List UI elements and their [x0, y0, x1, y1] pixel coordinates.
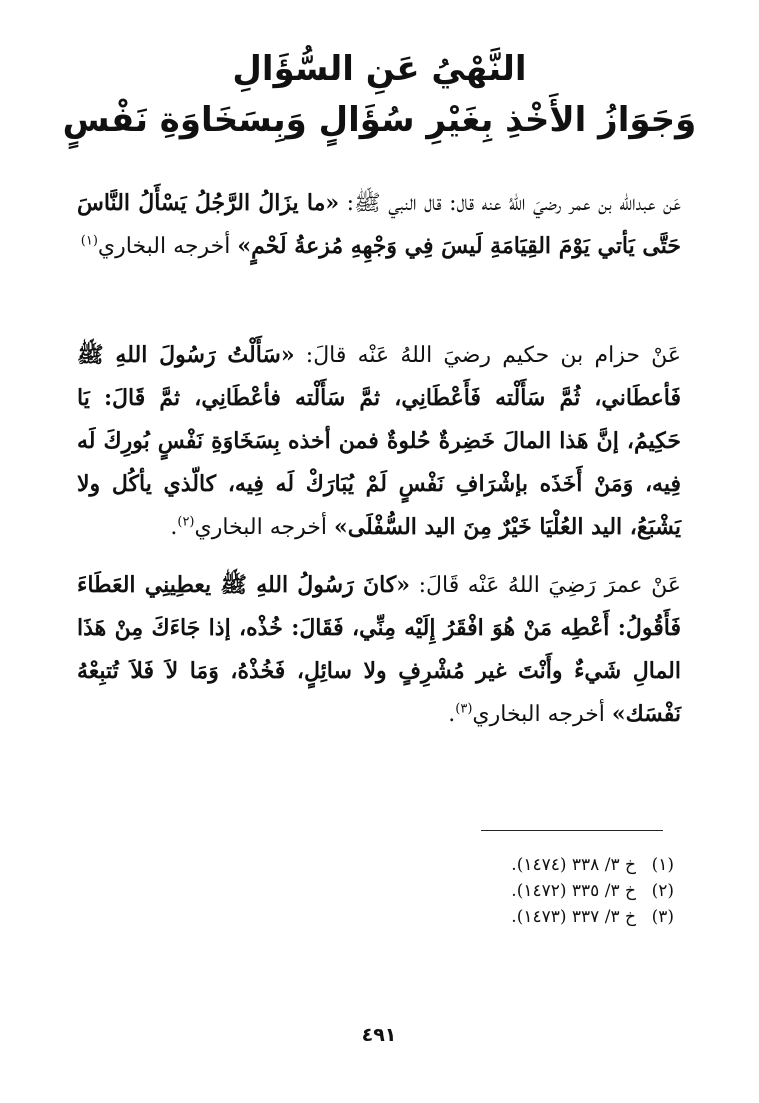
footnote-text: خ ٣/ ٣٣٨ (١٤٧٤). — [511, 855, 636, 875]
footnote-item — [511, 904, 674, 930]
footnote-item — [511, 852, 674, 878]
chapter-title-line-1: النَّهْيُ عَنِ السُّؤَالِ — [232, 49, 527, 89]
footnote-text: خ ٣/ ٣٣٧ (١٤٧٣). — [511, 907, 636, 927]
footnote-ref: (١) — [80, 233, 98, 249]
hadith-source: أخرجه البخاري — [97, 234, 238, 259]
footnote-ref: (٣) — [455, 701, 473, 717]
chapter-title-line-2: وَجَوَازُ الأَخْذِ بِغَيْرِ سُؤَالٍ وَبِسَخَاوَةِ نَفْسٍ — [62, 100, 697, 140]
hadith-paragraph-2 — [77, 334, 681, 549]
hadith-quote: «كانَ رَسُولُ اللهِ ﷺ يعطِينِي العَطَاءَ فَأَقُولُ: أَعْطِه مَنْ هُوَ افْقَرُ إِلَيْه مِنِّي، فَقَالَ: خُذْه، إذا جَاءَكَ مِنْ هَذَا المالِ شَيءٌ وأَنْتَ غير مُشْرِفٍ ولا سائِلٍ، فَخُذْهُ، وَمَا لاَ فَلاَ تُتبِعْهُ نَفْسَك» — [77, 572, 681, 727]
footnote-divider — [481, 830, 663, 831]
hadith-source: أخرجه البخاري — [472, 702, 612, 727]
footnote-item — [511, 878, 674, 904]
footnote-number: (٣) — [651, 907, 674, 927]
hadith-intro: عَن عبدالله بن عمر رضيَ اللهُ عنه قال: قال النبي ﷺ: — [339, 191, 681, 216]
footnote-ref: (٢) — [177, 514, 195, 530]
footnotes — [511, 852, 674, 930]
footnote-number: (١) — [651, 855, 674, 875]
hadith-paragraph-3 — [77, 564, 681, 736]
hadith-quote: «ما يزَالُ الرَّجُلُ يَسْأَلُ النَّاسَ حَتَّى يَأتي يَوْمَ القِيَامَةِ لَيسَ فِي وَجْهِهِ مُزعةُ لَحْمٍ» — [77, 190, 681, 259]
hadith-intro: عَنْ عمرَ رَضِيَ اللهُ عَنْه قَالَ: — [410, 573, 682, 598]
hadith-paragraph-1 — [77, 182, 681, 268]
footnote-number: (٢) — [651, 881, 674, 901]
hadith-source: أخرجه البخاري — [194, 515, 334, 540]
hadith-quote: «سَأَلْتُ رَسُولَ اللهِ ﷺ فَأعطَاني، ثُمَّ سَأَلْته فَأَعْطَانِي، ثمَّ سَأَلْته فأعْطَانِي، ثمَّ قَالَ: يَا حَكِيمُ، إنَّ هَذا المالَ خَضِرةٌ حُلوةٌ فمن أخذه بِسَخَاوَةِ نَفْسٍ بُورِكَ لَه فِيه، وَمَنْ أَخَذَه بإشْرَافِ نَفْسٍ لَمْ يُبَارَكْ لَه فِيه، كالّذي يأكُل ولا يَشْبَعُ، اليد العُلْيَا خَيْرٌ مِنَ اليد السُّفْلَى» — [77, 342, 681, 540]
page-number: ٤٩١ — [361, 1024, 397, 1046]
hadith-intro: عَنْ حزام بن حكيم رضيَ اللهُ عَنْه قالَ: — [294, 343, 682, 368]
hadith-end: . — [170, 515, 178, 540]
footnote-text: خ ٣/ ٣٣٥ (١٤٧٢). — [511, 881, 636, 901]
hadith-end: . — [448, 702, 456, 727]
